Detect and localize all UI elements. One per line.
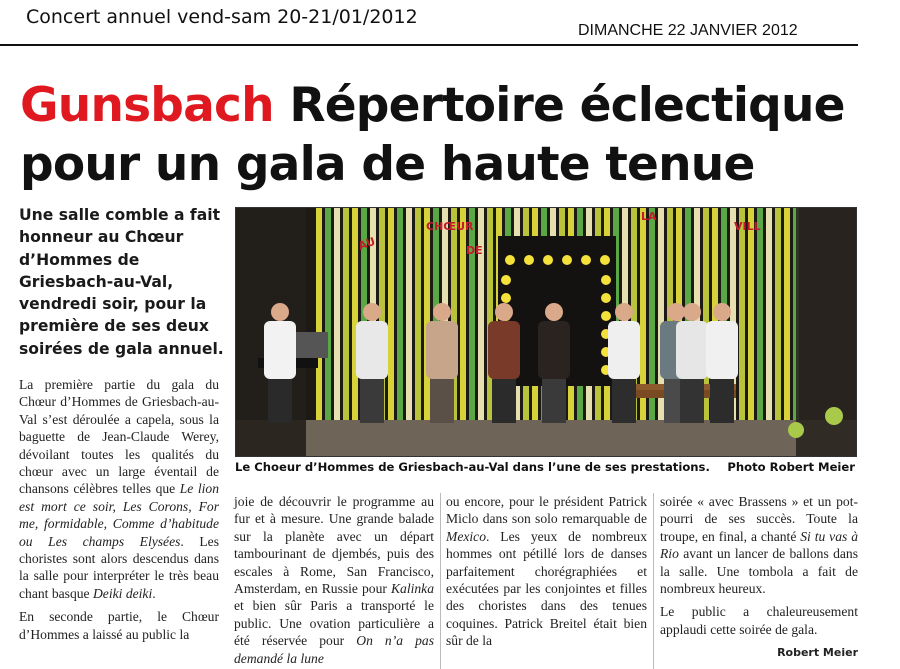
song-title: Mexico: [446, 528, 486, 544]
curtain-stripe: [739, 208, 745, 420]
concert-photo-drawing: [236, 208, 857, 457]
paragraph: Le public a chaleureusement applaudi cette soirée de gala.: [660, 604, 858, 637]
singer-head: [713, 303, 731, 321]
singer-legs: [492, 379, 516, 423]
stage-bulb: [501, 293, 511, 303]
headline: [20, 76, 845, 194]
singer-body: [356, 321, 388, 379]
photo-credit: Photo Robert Meier: [727, 460, 855, 474]
text-run: joie de découvrir le programme au fur et à mesure. Une grande balade sur la planète avec un départ tambourinant de djembés, puis des escales à Rome, San Francisco, Amsterdam, en Russie pour: [234, 494, 434, 597]
singer-legs: [710, 379, 734, 423]
singer-head: [433, 303, 451, 321]
curtain-stripe: [478, 208, 484, 420]
stage-bulb: [524, 255, 534, 265]
article-column-3: [446, 493, 647, 656]
curtain-stripe: [316, 208, 322, 420]
singer-body: [538, 321, 570, 379]
banner-letter-2: CHŒUR: [426, 220, 474, 233]
photo-caption: [235, 460, 857, 474]
curtain-stripe: [406, 208, 412, 420]
stage-bulb: [600, 255, 610, 265]
paragraph: En seconde partie, le Chœur d’Hommes a laissé au public la: [19, 609, 219, 642]
stage-bulb: [581, 255, 591, 265]
text-run: La première partie du gala du Chœur d’Hommes de Griesbach-au-Val s’est déroulée a capela, sous la baguette de Jean-Claude Werey, dévoilant toutes les qualités du chœur avec un large éventail de chansons célèbres telles que: [19, 377, 219, 497]
article-column-2: [234, 493, 434, 669]
singer-head: [271, 303, 289, 321]
paragraph: [446, 493, 647, 650]
handwritten-note: Concert annuel vend-sam 20-21/01/2012: [26, 6, 418, 28]
paragraph: [660, 493, 858, 597]
article-column-4: [660, 493, 858, 662]
banner-letter-5: VILL: [734, 220, 761, 233]
text-run: . Les choristes sont alors descendus dans la salle pour interpréter le très beau chant basque: [19, 533, 219, 601]
song-title: On n’a pas demandé la lune: [234, 633, 435, 666]
text-run: ou encore, pour le président Patrick Miclo dans son solo remarquable de: [446, 494, 647, 527]
song-title: Si tu vas à Rio: [660, 528, 858, 562]
headline-line1: Répertoire éclectique: [289, 78, 845, 133]
stage-bulb: [501, 275, 511, 285]
paragraph: [19, 376, 219, 602]
stage-bulb: [562, 255, 572, 265]
singer-head: [545, 303, 563, 321]
text-run: avant un lancer de ballons dans la salle. Une tombola a fait de nombreux heureux.: [660, 546, 858, 597]
singer-head: [615, 303, 633, 321]
curtain-stripe: [415, 208, 421, 420]
concert-photo: [235, 207, 857, 457]
curtain-stripe: [469, 208, 475, 420]
singer-head: [495, 303, 513, 321]
curtain-stripe: [334, 208, 340, 420]
singer-legs: [680, 379, 704, 423]
curtain-stripe: [397, 208, 403, 420]
stage-bulb: [601, 311, 611, 321]
song-title: Deiki deiki: [92, 585, 153, 601]
singer-legs: [268, 379, 292, 423]
song-titles: Le lion est mort ce soir, Les Corons, For me, formidable, Comme d’habitude ou Les champs Elysées: [19, 481, 219, 549]
caption-text: Le Choeur d’Hommes de Griesbach-au-Val dans l’une de ses prestations.: [235, 460, 710, 474]
singer-body: [488, 321, 520, 379]
curtain-stripe: [784, 208, 790, 420]
headline-line2: pour un gala de haute tenue: [20, 137, 755, 192]
stage-bulb: [601, 293, 611, 303]
column-divider: [440, 493, 441, 669]
song-title: Kalinka: [390, 581, 434, 597]
curtain-stripe: [325, 208, 331, 420]
curtain-stripe: [343, 208, 349, 420]
banner-letter-3: DE: [466, 244, 483, 257]
singer-legs: [542, 379, 566, 423]
curtain-stripe: [748, 208, 754, 420]
curtain-stripe: [757, 208, 763, 420]
header-rule: [0, 44, 858, 46]
publication-date: DIMANCHE 22 JANVIER 2012: [578, 22, 798, 39]
stage-bulb: [543, 255, 553, 265]
article-column-1: [19, 376, 219, 649]
singer-body: [608, 321, 640, 379]
text-run: soirée « avec Brassens » et un pot-pourri de ses succès. Toute la troupe, en final, a chanté: [660, 494, 858, 544]
singer-body: [676, 321, 708, 379]
headline-place: Gunsbach: [20, 78, 274, 133]
stage-bulb: [505, 255, 515, 265]
singer-legs: [612, 379, 636, 423]
curtain-stripe: [388, 208, 394, 420]
banner-letter-1: AU: [356, 234, 378, 253]
curtain-stripe: [775, 208, 781, 420]
paragraph: [234, 493, 434, 667]
column-divider: [653, 493, 654, 669]
text-run: . Les yeux de nombreux hommes ont pétillé lors de danses parfaitement chorégraphiées et exécutées par les conjointes et filles des choristes dans des tenues coquines. Patrick Breitel était bien sûr de la: [446, 528, 647, 649]
banner-letter-4: LA: [641, 210, 657, 223]
singer-head: [667, 303, 685, 321]
singer-body: [264, 321, 296, 379]
singer-head: [363, 303, 381, 321]
singer-head: [683, 303, 701, 321]
curtain-stripe: [460, 208, 466, 420]
text-run: .: [152, 585, 156, 601]
singer-body: [706, 321, 738, 379]
singer-body: [426, 321, 458, 379]
text-run: et bien sûr Paris a transporté le public. Une ovation particulière a été réservée pour: [234, 598, 434, 649]
curtain-stripe: [424, 208, 430, 420]
curtain-stripe: [766, 208, 772, 420]
author-signature: Robert Meier: [777, 646, 858, 660]
singer-legs: [430, 379, 454, 423]
singer-legs: [360, 379, 384, 423]
stage-bulb: [601, 275, 611, 285]
lead-paragraph: Une salle comble a fait honneur au Chœur d’Hommes de Griesbach-au-Val, vendredi soir, pour la première de ses deux soirées de gala annuel.: [19, 206, 224, 358]
